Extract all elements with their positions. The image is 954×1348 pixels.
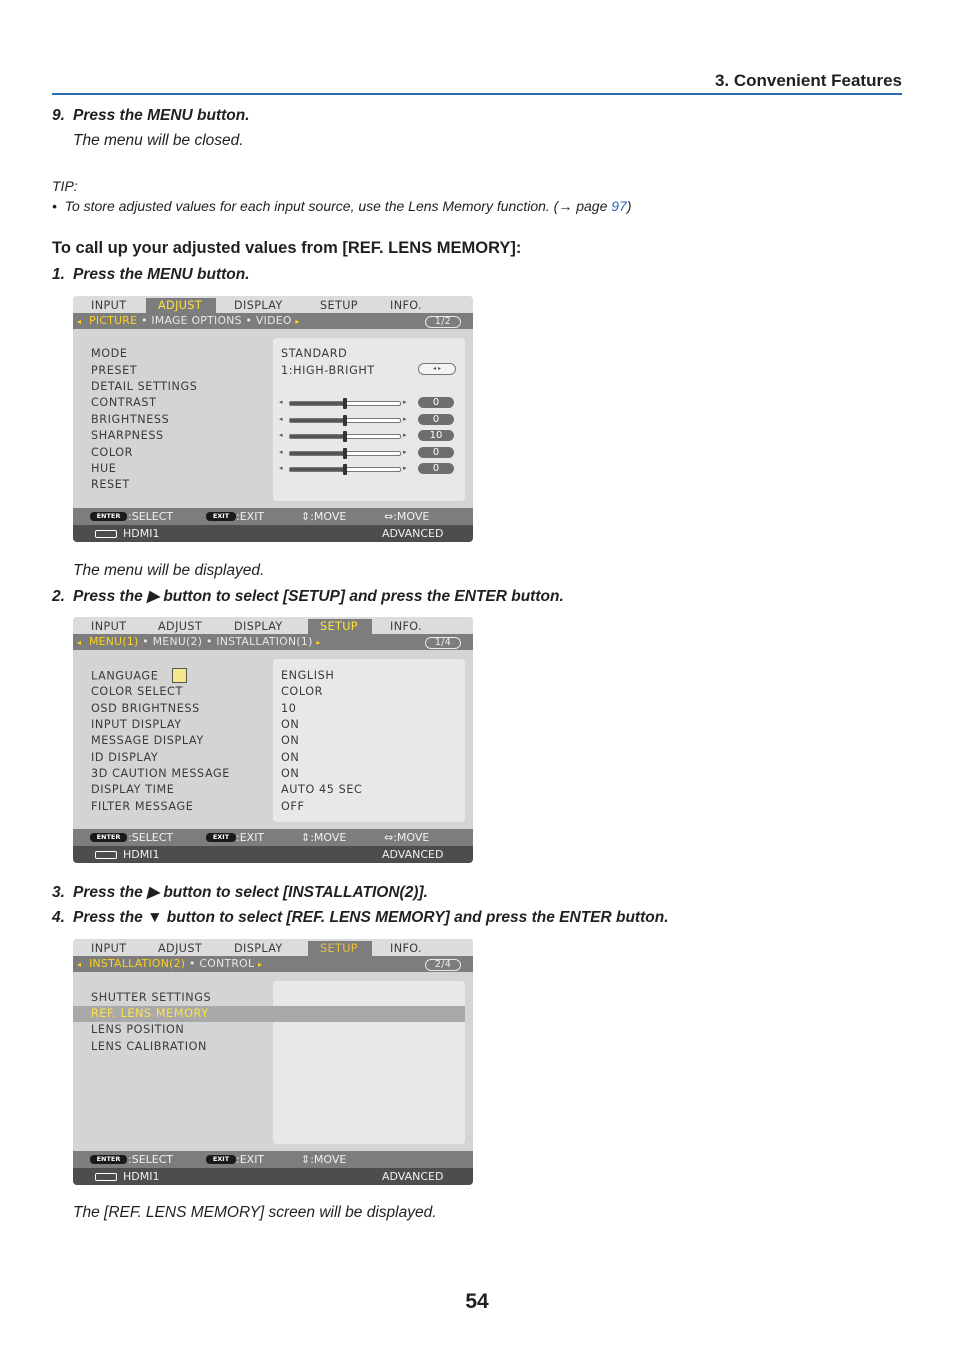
- osd-menu-setup: [73, 617, 473, 863]
- step-text: Press the ▶ button to select [SETUP] and press the ENTER button.: [73, 588, 564, 605]
- menu-item-lens-position[interactable]: LENS POSITION: [91, 1023, 185, 1036]
- step-3: [52, 883, 428, 902]
- tab-display[interactable]: DISPLAY: [234, 299, 283, 312]
- display-time-value: AUTO 45 SEC: [281, 783, 363, 796]
- slider-fill: [290, 468, 345, 471]
- subheading: To call up your adjusted values from [REF. LENS MEMORY]:: [52, 239, 522, 257]
- arrow-left-icon: ◂: [77, 638, 82, 647]
- arrow-right-icon: ▸: [295, 317, 300, 326]
- menu-item-filter-message[interactable]: FILTER MESSAGE: [91, 800, 194, 813]
- status-mode: ADVANCED: [382, 1170, 444, 1183]
- footer-exit: :EXIT: [236, 1153, 265, 1166]
- slider-knob[interactable]: [343, 398, 347, 409]
- slider-fill: [290, 402, 345, 405]
- exit-key-icon: EXIT: [206, 1155, 236, 1164]
- tab-adjust[interactable]: ADJUST: [146, 298, 216, 313]
- breadcrumb: [73, 956, 473, 972]
- menu-item-mode[interactable]: MODE: [91, 347, 128, 360]
- tab-setup[interactable]: SETUP: [308, 619, 372, 634]
- breadcrumb-active[interactable]: PICTURE: [89, 314, 138, 327]
- slider-knob[interactable]: [343, 448, 347, 459]
- menu-item-hue[interactable]: HUE: [91, 462, 117, 475]
- slider-left-arrow-icon[interactable]: ◂: [279, 431, 283, 439]
- step-4-result: The [REF. LENS MEMORY] screen will be displayed.: [73, 1204, 437, 1221]
- page-link[interactable]: 97: [611, 198, 627, 214]
- footer-select: :SELECT: [128, 510, 174, 523]
- menu-item-sharpness[interactable]: SHARPNESS: [91, 429, 164, 442]
- slider-right-arrow-icon[interactable]: ▸: [403, 415, 407, 423]
- breadcrumb: [73, 634, 473, 650]
- step-9-result: The menu will be closed.: [73, 132, 244, 149]
- tip-text: To store adjusted values for each input source, use the Lens Memory function. (→ page: [64, 198, 612, 214]
- menu-tabs: [73, 296, 473, 313]
- language-value: ENGLISH: [281, 669, 335, 682]
- menu-tabs: [73, 617, 473, 634]
- footer-move-horizontal: ⇔:MOVE: [384, 510, 430, 523]
- menu-status-bar: [73, 525, 473, 542]
- slider-right-arrow-icon[interactable]: ▸: [403, 448, 407, 456]
- slider-left-arrow-icon[interactable]: ◂: [279, 398, 283, 406]
- enter-key-icon: ENTER: [90, 1155, 127, 1164]
- arrow-left-icon: ◂: [77, 317, 82, 326]
- 3d-caution-message-value: ON: [281, 767, 300, 780]
- slider-track[interactable]: [289, 401, 401, 406]
- tip-bullet: •: [52, 198, 57, 214]
- slider-left-arrow-icon[interactable]: ◂: [279, 415, 283, 423]
- page-indicator: 2/4: [425, 959, 461, 971]
- tab-adjust[interactable]: ADJUST: [158, 620, 203, 633]
- slider-color[interactable]: [279, 448, 411, 458]
- menu-item-ref-lens-memory[interactable]: REF. LENS MEMORY: [91, 1007, 209, 1020]
- tip-label: TIP:: [52, 178, 78, 194]
- footer-exit: :EXIT: [236, 831, 265, 844]
- tab-input[interactable]: INPUT: [91, 620, 127, 633]
- menu-item-input-display[interactable]: INPUT DISPLAY: [91, 718, 182, 731]
- tip-item: [52, 198, 632, 214]
- value-panel: [273, 659, 465, 822]
- footer-move-vertical: ⇕:MOVE: [301, 1153, 347, 1166]
- slider-value-sharpness: 10: [418, 430, 454, 441]
- step-number: 4.: [52, 909, 65, 926]
- slider-left-arrow-icon[interactable]: ◂: [279, 464, 283, 472]
- menu-item-id-display[interactable]: ID DISPLAY: [91, 751, 159, 764]
- breadcrumb: [73, 313, 473, 329]
- slider-knob[interactable]: [343, 464, 347, 475]
- slider-right-arrow-icon[interactable]: ▸: [403, 431, 407, 439]
- tab-info[interactable]: INFO.: [390, 299, 423, 312]
- menu-item-contrast[interactable]: CONTRAST: [91, 396, 157, 409]
- tab-setup[interactable]: SETUP: [320, 299, 358, 312]
- slider-value-brightness: 0: [418, 414, 454, 425]
- menu-footer: [73, 508, 473, 525]
- menu-item-lens-calibration[interactable]: LENS CALIBRATION: [91, 1040, 208, 1053]
- preset-value: 1:HIGH-BRIGHT: [281, 364, 375, 377]
- input-display-value: ON: [281, 718, 300, 731]
- message-display-value: ON: [281, 734, 300, 747]
- step-9: [52, 107, 250, 125]
- filter-message-value: OFF: [281, 800, 305, 813]
- slider-track[interactable]: [289, 451, 401, 456]
- slider-brightness[interactable]: [279, 415, 411, 425]
- header-rule: [52, 93, 902, 95]
- footer-move-horizontal: ⇔:MOVE: [384, 831, 430, 844]
- breadcrumb-rest[interactable]: • MENU(2) • INSTALLATION(1): [138, 635, 317, 648]
- slider-track[interactable]: [289, 467, 401, 472]
- preset-arrows-icon[interactable]: ◂ ▸: [418, 363, 456, 375]
- footer-move-vertical: ⇕:MOVE: [301, 510, 347, 523]
- step-text: Press the MENU button.: [73, 107, 250, 124]
- slider-fill: [290, 419, 345, 422]
- slider-fill: [290, 435, 345, 438]
- menu-footer: [73, 829, 473, 846]
- menu-item-display-time[interactable]: DISPLAY TIME: [91, 783, 175, 796]
- osd-brightness-value: 10: [281, 702, 297, 715]
- footer-move-vertical: ⇕:MOVE: [301, 831, 347, 844]
- slider-fill: [290, 452, 345, 455]
- slider-value-color: 0: [418, 447, 454, 458]
- menu-item-shutter-settings[interactable]: SHUTTER SETTINGS: [91, 991, 212, 1004]
- menu-item-language-label: LANGUAGE: [91, 669, 159, 683]
- status-source: HDMI1: [123, 1170, 160, 1183]
- menu-item-color[interactable]: COLOR: [91, 446, 134, 459]
- menu-item-reset[interactable]: RESET: [91, 478, 130, 491]
- tab-info[interactable]: INFO.: [390, 620, 423, 633]
- step-text: Press the MENU button.: [73, 266, 250, 283]
- slider-knob[interactable]: [343, 431, 347, 442]
- slider-right-arrow-icon[interactable]: ▸: [403, 464, 407, 472]
- arrow-left-icon: ◂: [77, 960, 82, 969]
- slider-value-hue: 0: [418, 463, 454, 474]
- exit-key-icon: EXIT: [206, 512, 236, 521]
- step-number: 9.: [52, 107, 65, 124]
- hdmi-icon: [95, 851, 117, 859]
- hdmi-icon: [95, 530, 117, 538]
- step-text: Press the ▶ button to select [INSTALLATION(2)].: [73, 884, 428, 901]
- menu-item-color-select[interactable]: COLOR SELECT: [91, 685, 183, 698]
- osd-menu-adjust: [73, 296, 473, 542]
- step-1-result: The menu will be displayed.: [73, 562, 265, 579]
- menu-status-bar: [73, 846, 473, 863]
- enter-key-icon: ENTER: [90, 512, 127, 521]
- step-number: 2.: [52, 588, 65, 605]
- step-2: [52, 587, 564, 606]
- slider-hue[interactable]: [279, 464, 411, 474]
- menu-item-preset[interactable]: PRESET: [91, 364, 138, 377]
- slider-right-arrow-icon[interactable]: ▸: [403, 398, 407, 406]
- exit-key-icon: EXIT: [206, 833, 236, 842]
- footer-select: :SELECT: [128, 831, 174, 844]
- breadcrumb-rest[interactable]: • CONTROL: [185, 957, 258, 970]
- hdmi-icon: [95, 1173, 117, 1181]
- breadcrumb-active[interactable]: MENU(1): [89, 635, 139, 648]
- tab-display[interactable]: DISPLAY: [234, 620, 283, 633]
- enter-key-icon: ENTER: [90, 833, 127, 842]
- mode-value: STANDARD: [281, 347, 348, 360]
- page-indicator: 1/2: [425, 316, 461, 328]
- tab-input[interactable]: INPUT: [91, 942, 127, 955]
- status-mode: ADVANCED: [382, 527, 444, 540]
- tab-info[interactable]: INFO.: [390, 942, 423, 955]
- menu-footer: [73, 1151, 473, 1168]
- slider-track[interactable]: [289, 434, 401, 439]
- section-title: 3. Convenient Features: [714, 71, 902, 90]
- arrow-right-icon: ▸: [258, 960, 263, 969]
- step-1: [52, 266, 250, 284]
- footer-exit: :EXIT: [236, 510, 265, 523]
- menu-item-brightness[interactable]: BRIGHTNESS: [91, 413, 170, 426]
- slider-contrast[interactable]: [279, 398, 411, 408]
- slider-sharpness[interactable]: [279, 431, 411, 441]
- tab-input[interactable]: INPUT: [91, 299, 127, 312]
- menu-item-3d-caution-message[interactable]: 3D CAUTION MESSAGE: [91, 767, 230, 780]
- osd-menu-installation: [73, 939, 473, 1185]
- breadcrumb-rest[interactable]: • IMAGE OPTIONS • VIDEO: [137, 314, 296, 327]
- menu-item-message-display[interactable]: MESSAGE DISPLAY: [91, 734, 204, 747]
- slider-knob[interactable]: [343, 415, 347, 426]
- footer-select: :SELECT: [128, 1153, 174, 1166]
- slider-value-contrast: 0: [418, 397, 454, 408]
- arrow-right-icon: ▸: [316, 638, 321, 647]
- slider-left-arrow-icon[interactable]: ◂: [279, 448, 283, 456]
- step-4: [52, 909, 669, 927]
- status-source: HDMI1: [123, 848, 160, 861]
- step-number: 3.: [52, 884, 65, 901]
- menu-item-language[interactable]: [91, 669, 187, 684]
- tab-setup[interactable]: SETUP: [308, 941, 372, 956]
- step-text: Press the ▼ button to select [REF. LENS MEMORY] and press the ENTER button.: [73, 909, 669, 926]
- page-number: 54: [465, 1290, 489, 1313]
- color-select-value: COLOR: [281, 685, 324, 698]
- page-indicator: 1/4: [425, 637, 461, 649]
- tab-display[interactable]: DISPLAY: [234, 942, 283, 955]
- breadcrumb-active[interactable]: INSTALLATION(2): [89, 957, 186, 970]
- id-display-value: ON: [281, 751, 300, 764]
- status-mode: ADVANCED: [382, 848, 444, 861]
- status-source: HDMI1: [123, 527, 160, 540]
- menu-tabs: [73, 939, 473, 956]
- step-number: 1.: [52, 266, 65, 283]
- tip-close: ): [626, 198, 632, 214]
- menu-status-bar: [73, 1168, 473, 1185]
- slider-track[interactable]: [289, 418, 401, 423]
- language-icon: [172, 668, 187, 683]
- tab-adjust[interactable]: ADJUST: [158, 942, 203, 955]
- menu-item-detail-settings[interactable]: DETAIL SETTINGS: [91, 380, 198, 393]
- menu-item-osd-brightness[interactable]: OSD BRIGHTNESS: [91, 702, 200, 715]
